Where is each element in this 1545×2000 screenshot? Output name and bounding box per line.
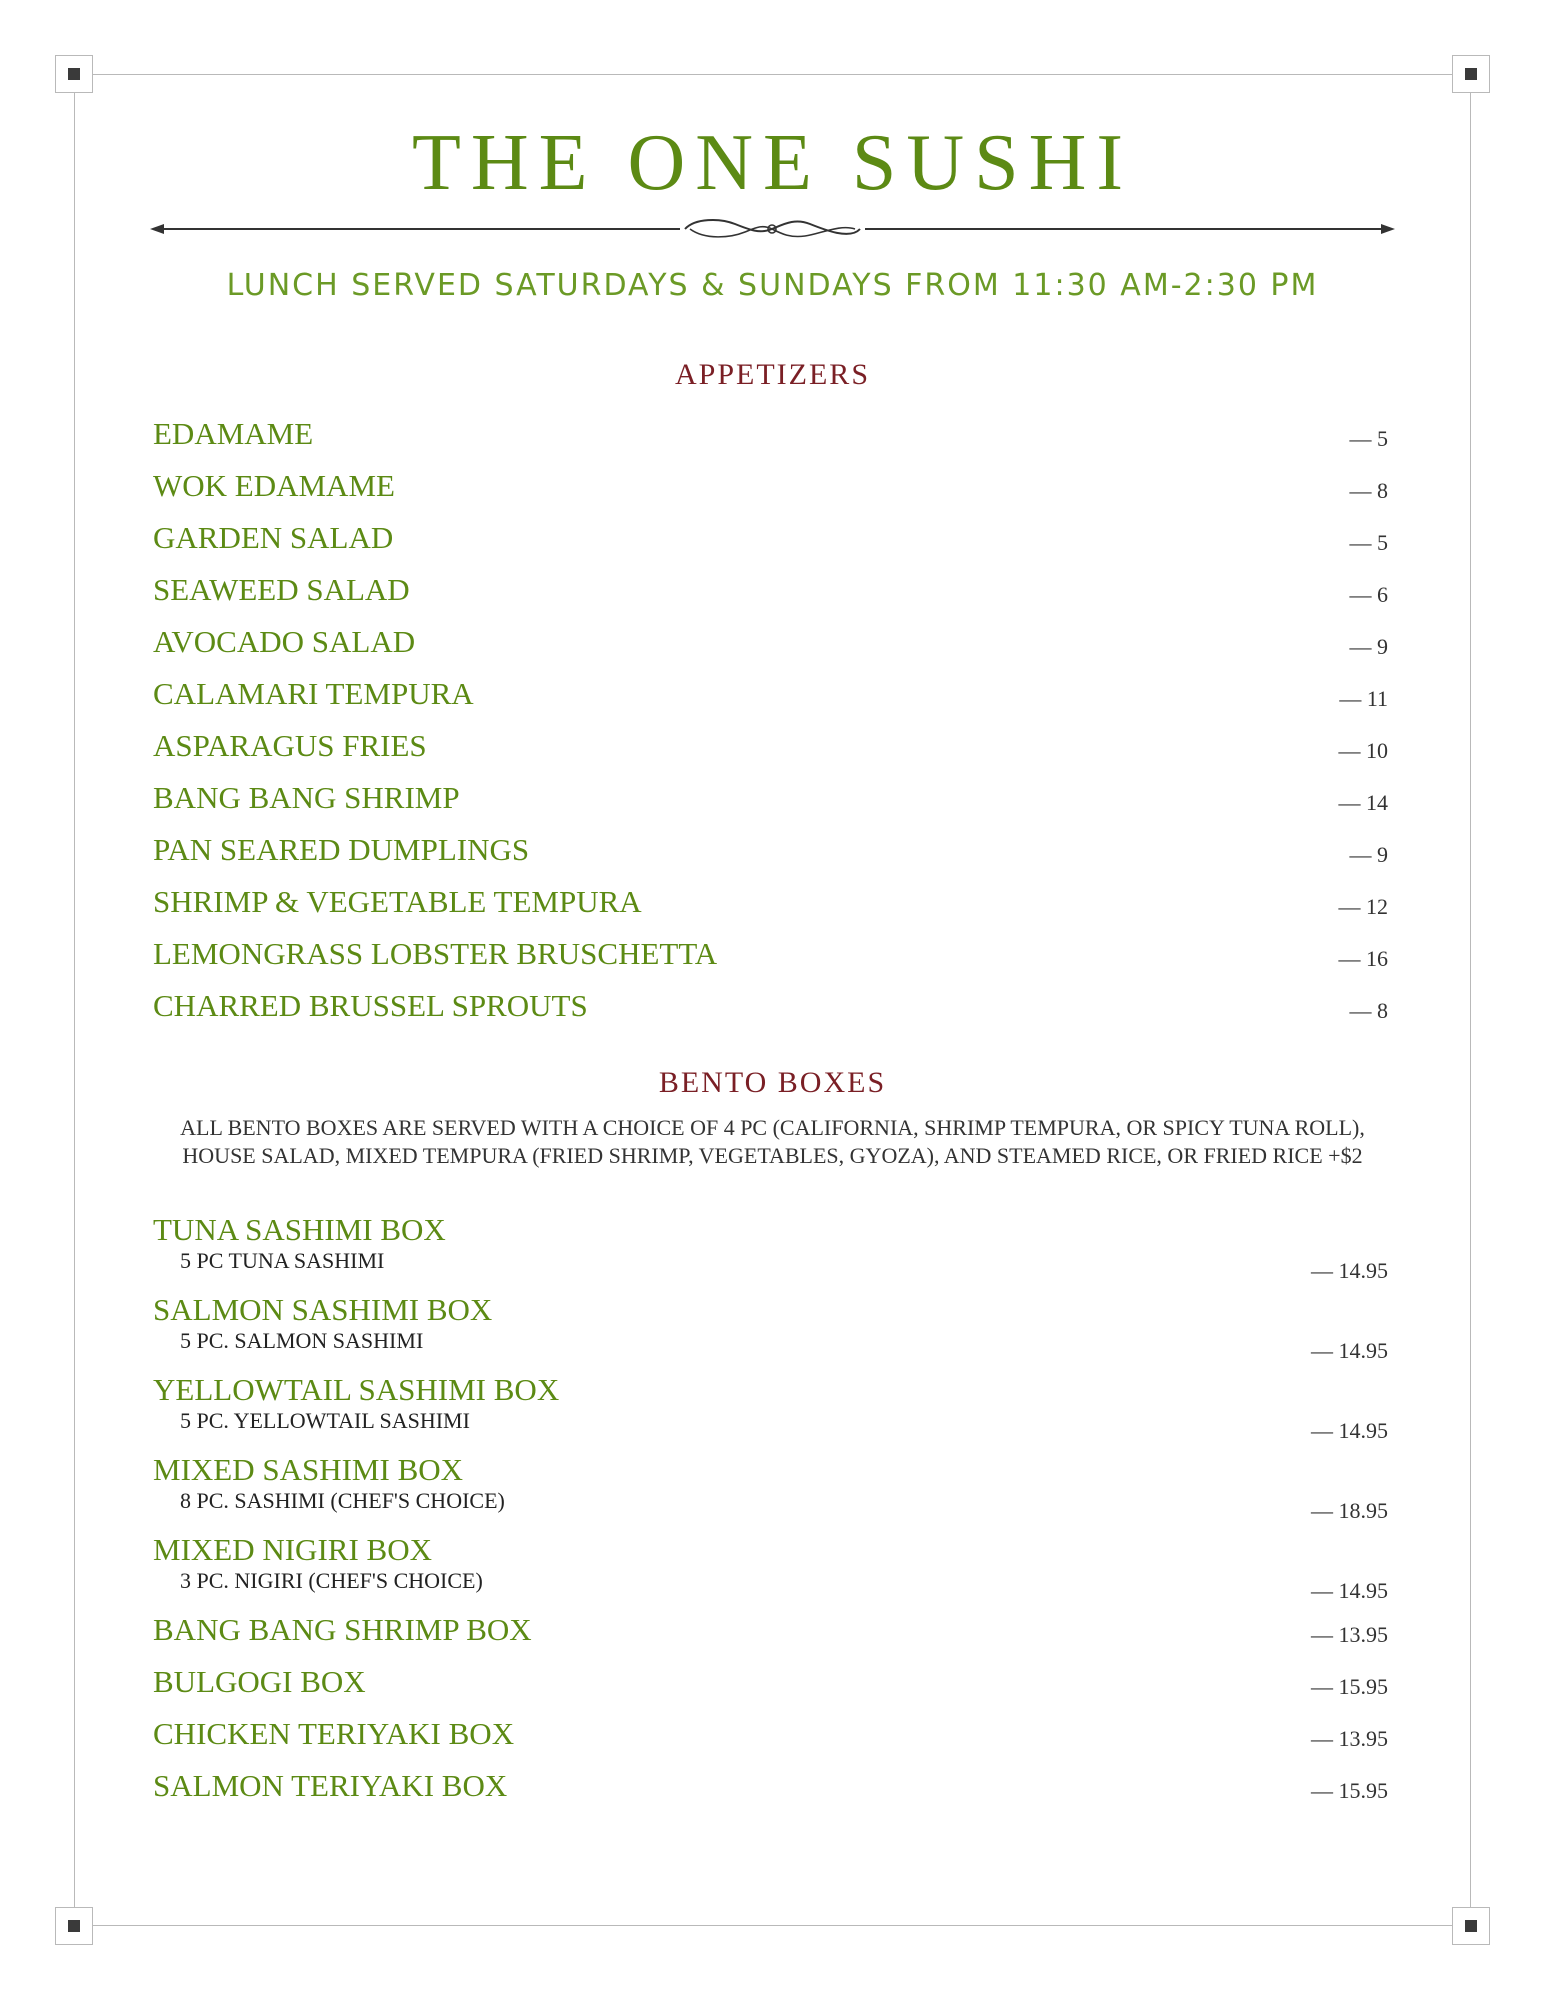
menu-item-name: BANG BANG SHRIMP BOX (153, 1612, 532, 1647)
menu-item-name: EDAMAME (153, 416, 314, 451)
menu-item-name: WOK EDAMAME (153, 468, 395, 503)
menu-item (153, 556, 1388, 608)
menu-item-name: MIXED SASHIMI BOX (153, 1452, 464, 1487)
menu-item-name: CALAMARI TEMPURA (153, 676, 474, 711)
lunch-hours: LUNCH SERVED SATURDAYS & SUNDAYS FROM 11:30 AM-2:30 PM (226, 268, 1319, 303)
menu-item-name: GARDEN SALAD (153, 520, 394, 555)
menu-item-price: — 14.95 (1311, 1338, 1388, 1363)
menu-item-price: — 16 (1338, 946, 1388, 971)
bento-description: ALL BENTO BOXES ARE SERVED WITH A CHOICE OF 4 PC (CALIFORNIA, SHRIMP TEMPURA, OR SPICY TUNA ROLL), HOUSE SALAD, MIXED TEMPURA (FRIED SHRIMP, VEGETABLES, GYOZA), AND STEAMED RICE, OR FRIED RICE +$2 (180, 1115, 1365, 1168)
menu-item-name: MIXED NIGIRI BOX (153, 1532, 432, 1567)
corner-ornament (55, 55, 93, 93)
menu-item-name: SALMON TERIYAKI BOX (153, 1768, 508, 1803)
menu-item-description: 3 PC. NIGIRI (CHEF'S CHOICE) (180, 1568, 483, 1593)
menu-item-name: AVOCADO SALAD (153, 624, 416, 659)
menu-item (153, 1612, 1388, 1664)
menu-item (153, 400, 1388, 452)
menu-item-name: BULGOGI BOX (153, 1664, 366, 1699)
menu-item-description: 8 PC. SASHIMI (CHEF'S CHOICE) (180, 1488, 505, 1513)
menu-item (153, 712, 1388, 764)
menu-item (153, 816, 1388, 868)
menu-item-name: TUNA SASHIMI BOX (153, 1212, 446, 1247)
menu-item (153, 920, 1388, 972)
menu-item-name: CHICKEN TERIYAKI BOX (153, 1716, 515, 1751)
section-heading-bento-boxes: BENTO BOXES (658, 1066, 887, 1099)
menu-item-name: CHARRED BRUSSEL SPROUTS (153, 988, 588, 1023)
menu-item (153, 764, 1388, 816)
menu-item-price: — 15.95 (1311, 1674, 1388, 1699)
menu-item (153, 1716, 1388, 1768)
bento-list (153, 1212, 1388, 1820)
ornamental-divider (150, 212, 1395, 246)
menu-item-name: BANG BANG SHRIMP (153, 780, 460, 815)
menu-item-description: 5 PC. YELLOWTAIL SASHIMI (180, 1408, 470, 1433)
menu-item-price: — 9 (1349, 842, 1388, 867)
menu-item (153, 1664, 1388, 1716)
menu-item-price: — 13.95 (1311, 1726, 1388, 1751)
menu-item (153, 972, 1388, 1024)
menu-item-price: — 14.95 (1311, 1258, 1388, 1283)
menu-item (153, 1768, 1388, 1820)
corner-ornament (1452, 55, 1490, 93)
menu-item-name: PAN SEARED DUMPLINGS (153, 832, 530, 867)
menu-item-name: SHRIMP & VEGETABLE TEMPURA (153, 884, 642, 919)
section-heading-appetizers: APPETIZERS (674, 358, 871, 391)
menu-item-price: — 13.95 (1311, 1622, 1388, 1647)
menu-item-description: 5 PC. SALMON SASHIMI (180, 1328, 424, 1353)
menu-item (153, 1212, 1388, 1292)
menu-item (153, 1292, 1388, 1372)
menu-item-name: YELLOWTAIL SASHIMI BOX (153, 1372, 560, 1407)
menu-item-name: SEAWEED SALAD (153, 572, 410, 607)
menu-item (153, 452, 1388, 504)
menu-item (153, 660, 1388, 712)
menu-item (153, 1532, 1388, 1612)
menu-item-name: LEMONGRASS LOBSTER BRUSCHETTA (153, 936, 718, 971)
menu-item-price: — 9 (1349, 634, 1388, 659)
menu-item-price: — 11 (1339, 686, 1388, 711)
menu-item-price: — 14.95 (1311, 1578, 1388, 1603)
menu-item-price: — 18.95 (1311, 1498, 1388, 1523)
menu-item-price: — 8 (1349, 478, 1388, 503)
menu-item-price: — 14 (1338, 790, 1388, 815)
menu-item (153, 1372, 1388, 1452)
menu-item-price: — 12 (1338, 894, 1388, 919)
menu-item-price: — 5 (1349, 530, 1388, 555)
corner-ornament (1452, 1907, 1490, 1945)
menu-item (153, 1452, 1388, 1532)
menu-item-price: — 10 (1338, 738, 1388, 763)
menu-item-name: SALMON SASHIMI BOX (153, 1292, 493, 1327)
menu-item (153, 868, 1388, 920)
menu-item-name: ASPARAGUS FRIES (153, 728, 427, 763)
appetizers-list (153, 400, 1388, 1024)
menu-item-price: — 8 (1349, 998, 1388, 1023)
menu-item-description: 5 PC TUNA SASHIMI (180, 1248, 385, 1273)
menu-item-price: — 6 (1349, 582, 1388, 607)
menu-item (153, 608, 1388, 660)
menu-item-price: — 5 (1349, 426, 1388, 451)
restaurant-title: THE ONE SUSHI (411, 119, 1134, 207)
corner-ornament (55, 1907, 93, 1945)
menu-item-price: — 14.95 (1311, 1418, 1388, 1443)
menu-item (153, 504, 1388, 556)
menu-item-price: — 15.95 (1311, 1778, 1388, 1803)
